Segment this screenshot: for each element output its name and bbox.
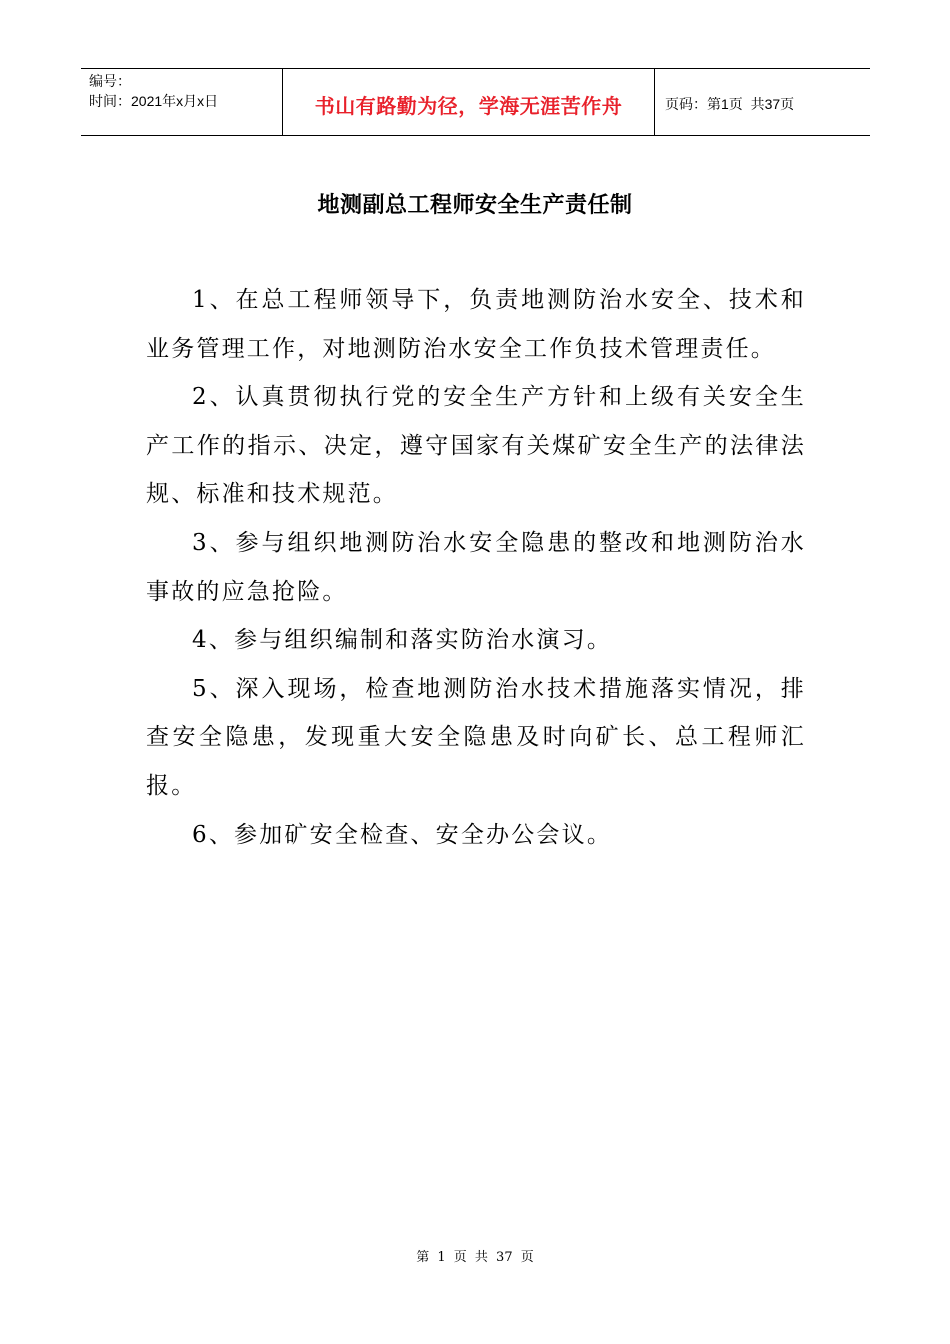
- paragraph-2: 2、认真贯彻执行党的安全生产方针和上级有关安全生产工作的指示、决定，遵守国家有关煤矿安全生产的法律法规、标准和技术规范。: [146, 384, 806, 508]
- page-footer: 第 1 页 共 37 页: [416, 1250, 534, 1265]
- header-meta: [81, 69, 283, 135]
- document-date-label: 时间：2021年x月x日: [89, 93, 219, 109]
- paragraph-4: 4、参与组织编制和落实防治水演习。: [192, 627, 613, 654]
- paragraph-1: 1、在总工程师领导下，负责地测防治水安全、技术和业务管理工作，对地测防治水安全工作负技术管理责任。: [146, 287, 806, 362]
- paragraph-5: 5、深入现场，检查地测防治水技术措施落实情况，排查安全隐患，发现重大安全隐患及时向矿长、总工程师汇报。: [146, 675, 806, 799]
- paragraph-3: 3、参与组织地测防治水安全隐患的整改和地测防治水事故的应急抢险。: [146, 529, 806, 605]
- document-title: 地测副总工程师安全生产责任制: [317, 193, 633, 218]
- paragraph-6: 6、参加矿安全检查、安全办公会议。: [192, 821, 613, 848]
- header-motto: 书山有路勤为径，学海无涯苦作舟: [283, 69, 655, 135]
- header-page-info: 页码：第1页 共37页: [665, 96, 795, 112]
- document-number-label: 编号：: [89, 73, 131, 89]
- page-header: [81, 68, 870, 136]
- document-body: [146, 276, 806, 859]
